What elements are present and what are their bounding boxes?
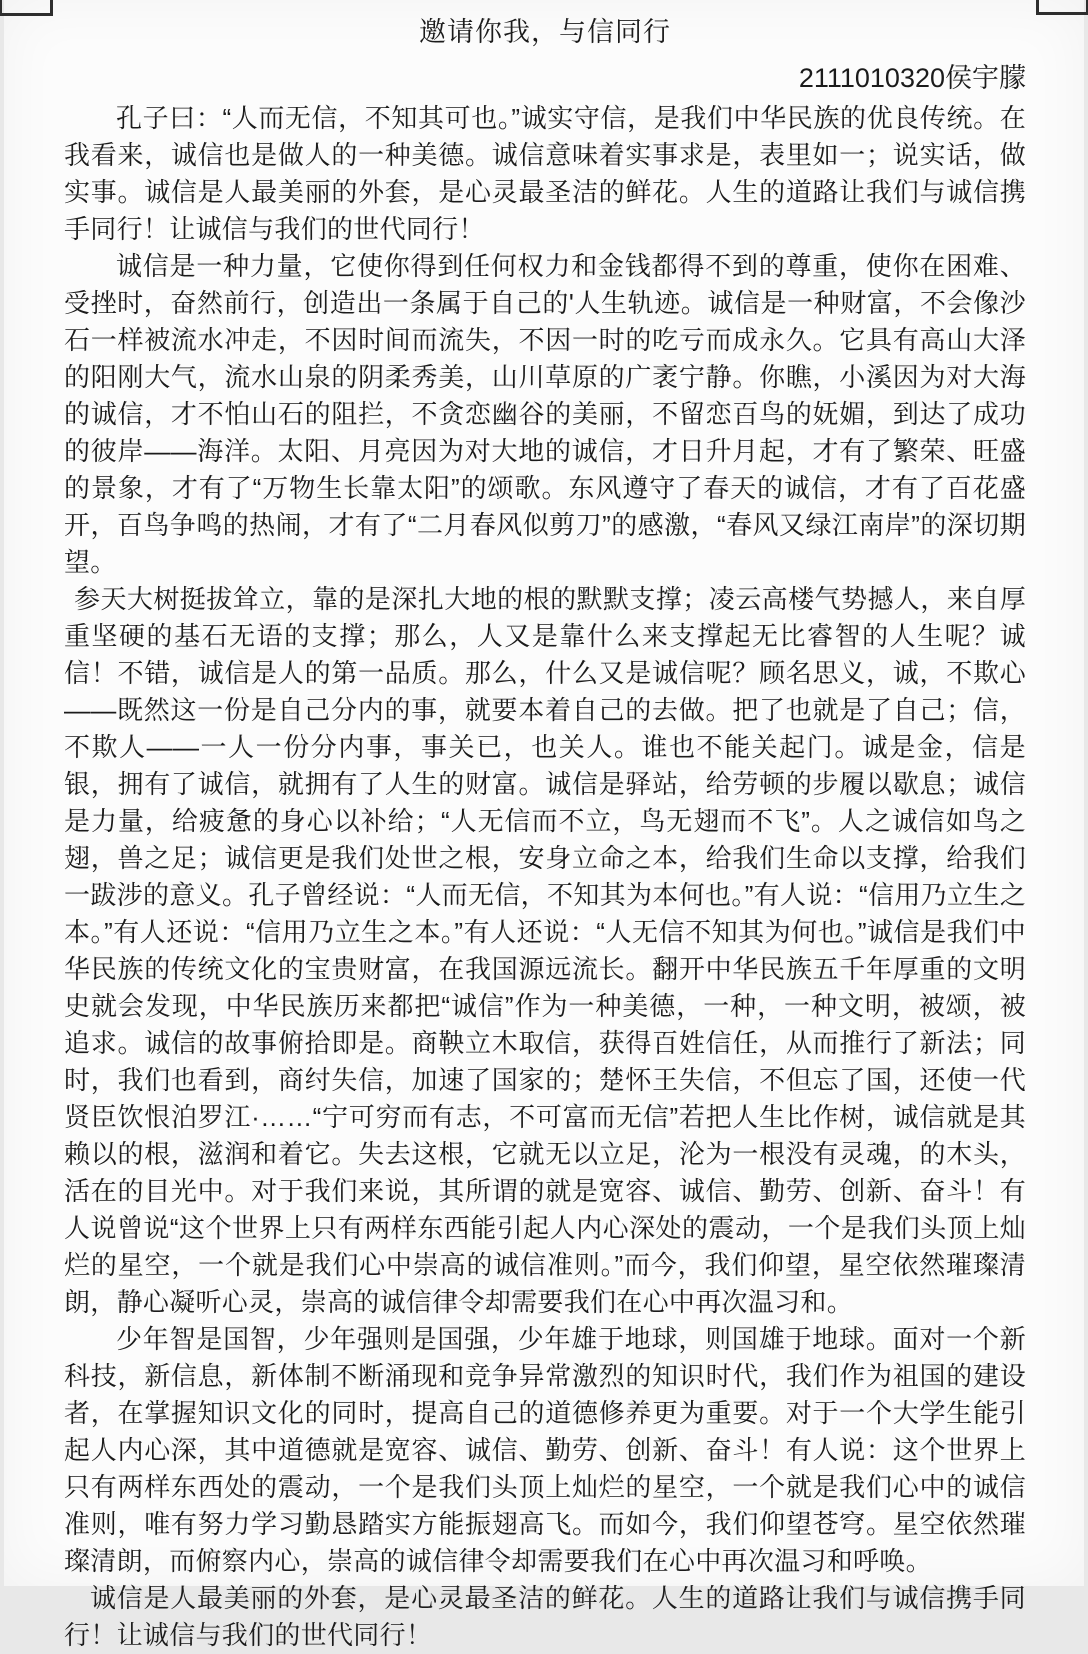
document-page <box>4 0 1084 1650</box>
document-title: 邀请你我，与信同行 <box>419 17 671 47</box>
author-byline: 2111010320侯宇朦 <box>798 63 1026 93</box>
scan-corner-mark-top-right <box>1036 0 1088 15</box>
scan-corner-mark-top-left <box>0 0 53 16</box>
document-content <box>64 12 1026 1654</box>
paragraph-what-is-integrity: 参天大树挺拔耸立，靠的是深扎大地的根的默默支撑；凌云高楼气势撼人，来自厚重坚硬的基石无语的支撑；那么，人又是靠什么来支撑起无比睿智的人生呢？诚信！不错，诚信是人的第一品质。那么，什么又是诚信呢？顾名思义，诚，不欺心——既然这一份是自己分内的事，就要本着自己的去做。把了也就是了自己；信，不欺人——一人一份分内事，事关已，也关人。谁也不能关起门。诚是金，信是银，拥有了诚信，就拥有了人生的财富。诚信是驿站，给劳顿的步履以歇息；诚信是力量，给疲惫的身心以补给；“人无信而不立，鸟无翅而不飞”。人之诚信如鸟之翅，兽之足；诚信更是我们处世之根，安身立命之本，给我们生命以支撑，给我们一跋涉的意义。孔子曾经说：“人而无信，不知其为本何也。”有人说：“信用乃立生之本。”有人还说：“信用乃立生之本。”有人还说：“人无信不知其为何也。”诚信是我们中华民族的传统文化的宝贵财富，在我国源远流长。翻开中华民族五千年厚重的文明史就会发现，中华民族历来都把“诚信”作为一种美德，一种，一种文明，被颂，被追求。诚信的故事俯拾即是。商鞅立木取信，获得百姓信任，从而推行了新法；同时，我们也看到，商纣失信，加速了国家的；楚怀王失信，不但忘了国，还使一代贤臣饮恨泊罗江·……“宁可穷而有志，不可富而无信”若把人生比作树，诚信就是其赖以的根，滋润和着它。失去这根，它就无以立足，沦为一根没有灵魂，的木头，活在的目光中。对于我们来说，其所谓的就是宽容、诚信、勤劳、创新、奋斗！有人说曾说“这个世界上只有两样东西能引起人内心深处的震动，一个是我们头顶上灿烂的星空，一个就是我们心中崇高的诚信准则。”而今，我们仰望，星空依然璀璨清朗，静心凝听心灵，崇高的诚信律令却需要我们在心中再次温习和。 <box>64 584 1026 1317</box>
paragraph-youth: 少年智是国智，少年强则是国强，少年雄于地球，则国雄于地球。面对一个新科技，新信息，新体制不断涌现和竞争异常激烈的知识时代，我们作为祖国的建设者，在掌握知识文化的同时，提高自己的道德修养更为重要。对于一个大学生能引起人内心深，其中道德就是宽容、诚信、勤劳、创新、奋斗！有人说：这个世界上只有两样东西处的震动，一个是我们头顶上灿烂的星空，一个就是我们心中的诚信准则，唯有努力学习勤恳踏实方能振翅高飞。而如今，我们仰望苍穹。星空依然璀璨清朗，而俯察内心，崇高的诚信律令却需要我们在心中再次温习和呼唤。 <box>64 1324 1026 1576</box>
paragraph-intro: 孔子曰：“人而无信，不知其可也。”诚实守信，是我们中华民族的优良传统。在我看来，诚信也是做人的一种美德。诚信意味着实事求是，表里如一；说实话，做实事。诚信是人最美丽的外套，是心灵最圣洁的鲜花。人生的道路让我们与诚信携手同行！让诚信与我们的世代同行！ <box>64 103 1026 244</box>
paragraph-closing: 诚信是人最美丽的外套，是心灵最圣洁的鲜花。人生的道路让我们与诚信携手同行！让诚信与我们的世代同行！ <box>64 1583 1026 1650</box>
paragraph-integrity-power: 诚信是一种力量，它使你得到任何权力和金钱都得不到的尊重，使你在困难、受挫时，奋然前行，创造出一条属于自己的'人生轨迹。诚信是一种财富，不会像沙石一样被流水冲走，不因时间而流失，不因一时的吃亏而成永久。它具有高山大泽的阳刚大气，流水山泉的阴柔秀美，山川草原的广袤宁静。你瞧，小溪因为对大海的诚信，才不怕山石的阻拦，不贪恋幽谷的美丽，不留恋百鸟的妩媚，到达了成功的彼岸——海洋。太阳、月亮因为对大地的诚信，才日升月起，才有了繁荣、旺盛的景象，才有了“万物生长靠太阳”的颂歌。东风遵守了春天的诚信，才有了百花盛开，百鸟争鸣的热闹，才有了“二月春风似剪刀”的感激，“春风又绿江南岸”的深切期望。 <box>64 251 1026 577</box>
